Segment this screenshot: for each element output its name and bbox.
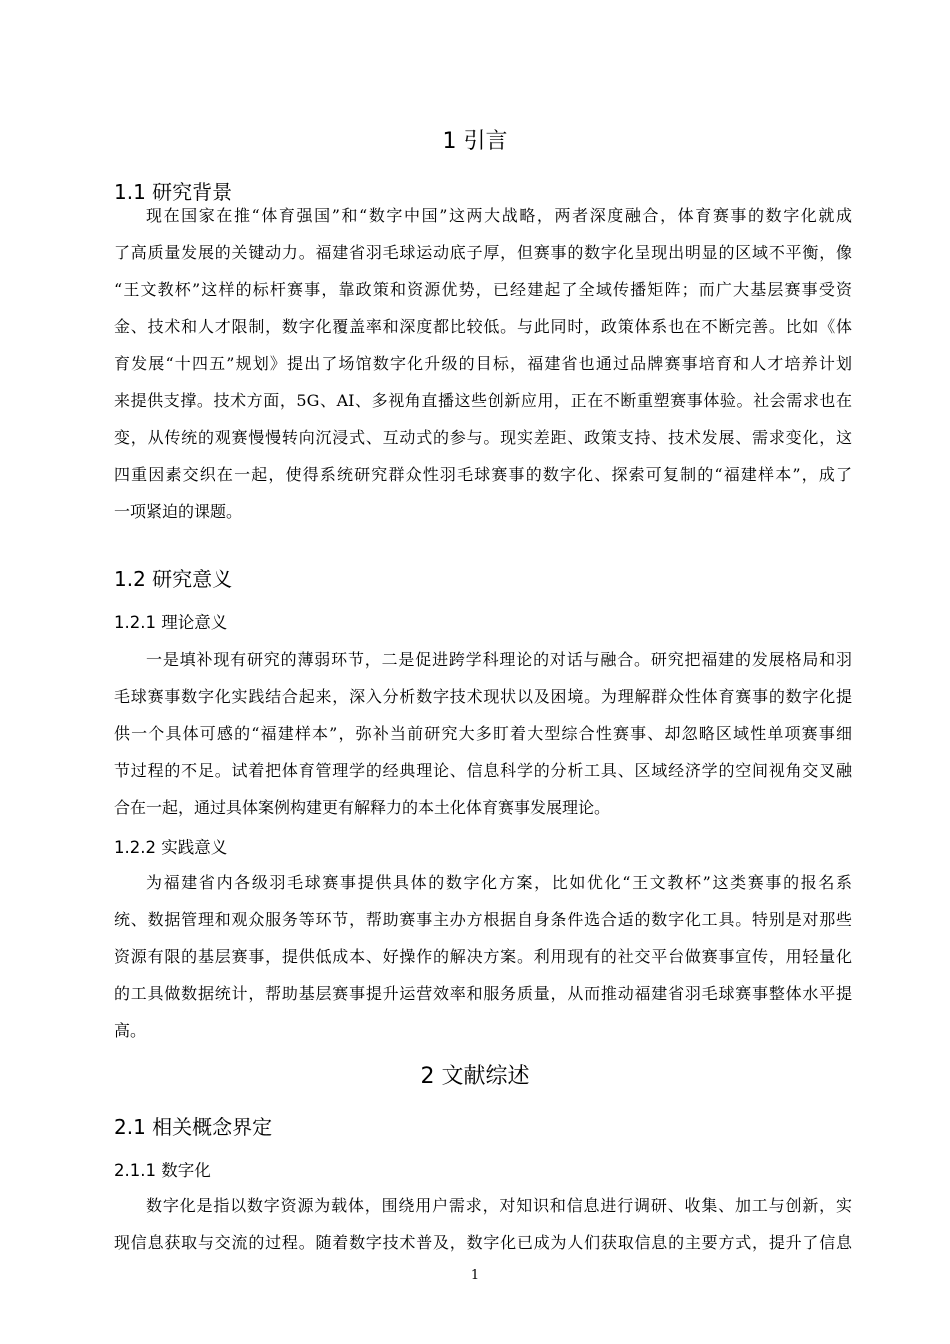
text-line: 现信息获取与交流的过程。随着数字技术普及，数字化已成为人们获取信息的主要方式，提升了信息 (114, 1233, 852, 1252)
text-line: 来提供支撑。技术方面，5G、AI、多视角直播这些创新应用，正在不断重塑赛事体验。社会需求也在 (114, 391, 852, 410)
chapter-2-title: 2 文献综述 (420, 1064, 530, 1089)
text-line: 了高质量发展的关键动力。福建省羽毛球运动底子厚，但赛事的数字化呈现出明显的区域不平衡，像 (114, 243, 852, 262)
section-1-2-heading: 1.2 研究意义 (114, 567, 233, 591)
text-line: 数字化是指以数字资源为载体，围绕用户需求，对知识和信息进行调研、收集、加工与创新，实 (146, 1196, 852, 1215)
text-line: 一是填补现有研究的薄弱环节，二是促进跨学科理论的对话与融合。研究把福建的发展格局和羽 (146, 650, 852, 669)
paragraph-digital (114, 1187, 852, 1261)
section-1-2-2-heading: 1.2.2 实践意义 (114, 838, 228, 857)
paragraph-background (114, 197, 852, 530)
text-line: 供一个具体可感的“福建样本”，弥补当前研究大多盯着大型综合性赛事、却忽略区域性单项赛事细 (114, 724, 852, 743)
text-line: 资源有限的基层赛事，提供低成本、好操作的解决方案。利用现有的社交平台做赛事宣传，用轻量化 (114, 947, 852, 966)
page-number: 1 (470, 1268, 480, 1283)
section-1-2-1-heading: 1.2.1 理论意义 (114, 613, 228, 632)
text-line: 节过程的不足。试着把体育管理学的经典理论、信息科学的分析工具、区域经济学的空间视角交叉融 (114, 761, 852, 780)
text-line: 的工具做数据统计，帮助基层赛事提升运营效率和服务质量，从而推动福建省羽毛球赛事整体水平提 (114, 984, 852, 1003)
chapter-1-title: 1 引言 (442, 129, 508, 154)
text-line: 毛球赛事数字化实践结合起来，深入分析数字技术现状以及困境。为理解群众性体育赛事的数字化提 (114, 687, 852, 706)
section-1-1-heading: 1.1 研究背景 (114, 180, 233, 204)
paragraph-theory (114, 641, 852, 826)
text-line: 金、技术和人才限制，数字化覆盖率和深度都比较低。与此同时，政策体系也在不断完善。比如《体 (114, 317, 852, 336)
text-line: 统、数据管理和观众服务等环节，帮助赛事主办方根据自身条件选合适的数字化工具。特别是对那些 (114, 910, 852, 929)
text-line: 合在一起，通过具体案例构建更有解释力的本土化体育赛事发展理论。 (114, 798, 611, 817)
text-line: 为福建省内各级羽毛球赛事提供具体的数字化方案，比如优化“王文教杯”这类赛事的报名系 (146, 873, 852, 892)
text-line: “王文教杯”这样的标杆赛事，靠政策和资源优势，已经建起了全域传播矩阵；而广大基层赛事受资 (114, 280, 852, 299)
section-2-1-heading: 2.1 相关概念界定 (114, 1115, 273, 1139)
text-line: 四重因素交织在一起，使得系统研究群众性羽毛球赛事的数字化、探索可复制的“福建样本”，成了 (114, 465, 852, 484)
text-line: 高。 (114, 1021, 147, 1040)
section-2-1-1-heading: 2.1.1 数字化 (114, 1161, 211, 1180)
text-line: 变，从传统的观赛慢慢转向沉浸式、互动式的参与。现实差距、政策支持、技术发展、需求变化，这 (114, 428, 852, 447)
text-line: 一项紧迫的课题。 (114, 502, 243, 521)
text-line: 育发展“十四五”规划》提出了场馆数字化升级的目标，福建省也通过品牌赛事培育和人才培养计划 (114, 354, 852, 373)
paragraph-practice (114, 864, 852, 1049)
text-line: 现在国家在推“体育强国”和“数字中国”这两大战略，两者深度融合，体育赛事的数字化就成 (146, 206, 852, 225)
